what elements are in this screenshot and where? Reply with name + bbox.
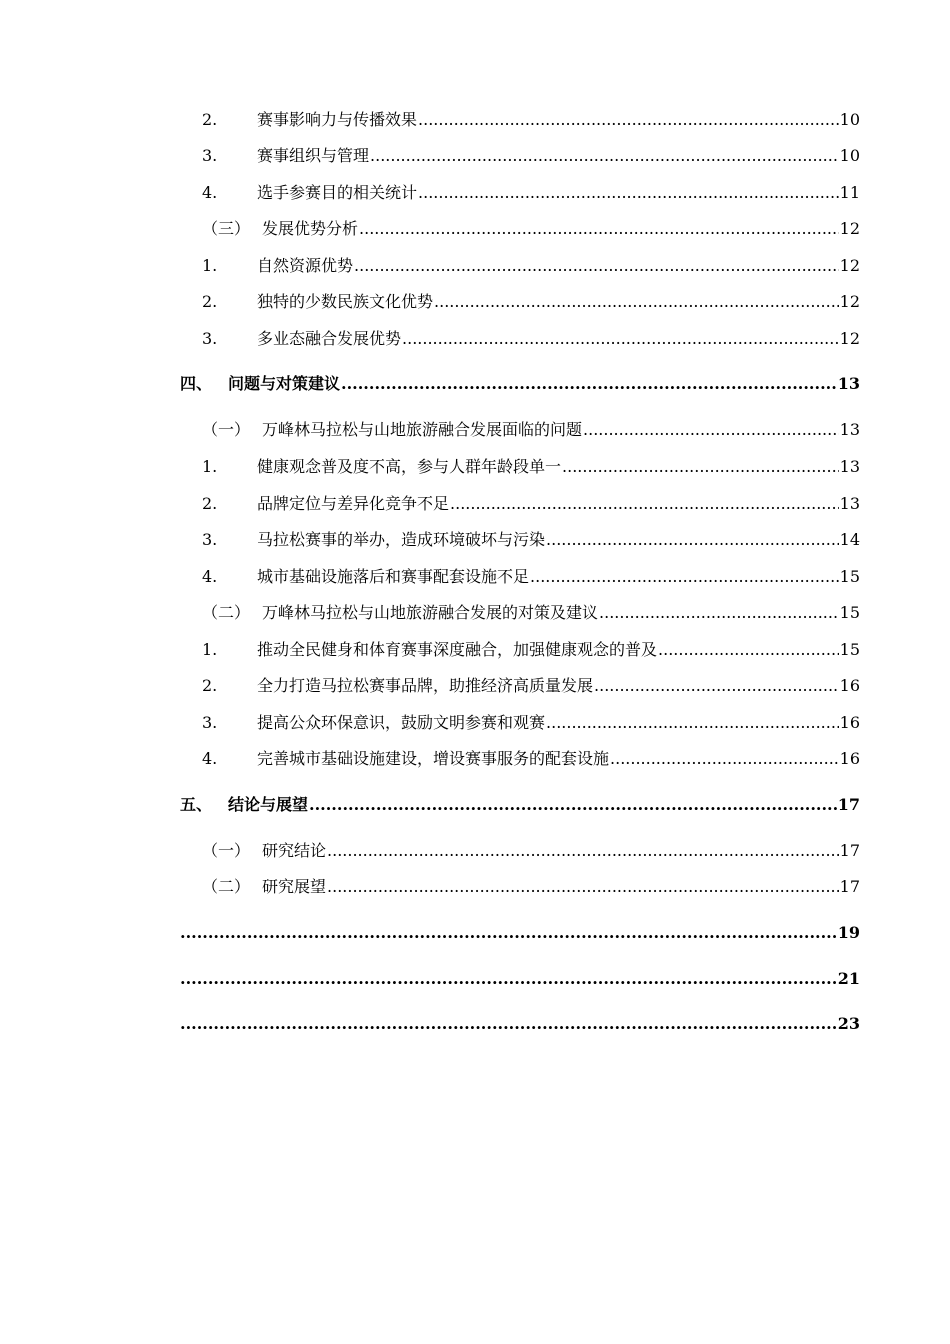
dot-leader [180, 969, 837, 989]
dot-leader [583, 420, 839, 440]
toc-entry-title: 万峰林马拉松与山地旅游融合发展的对策及建议 [262, 603, 599, 622]
toc-entry-number: 五、 [180, 795, 213, 814]
toc-entry-number: 3. [202, 713, 218, 732]
toc-entry-title: 赛事影响力与传播效果 [257, 110, 418, 129]
toc-entry[interactable] [180, 457, 860, 477]
toc-entry-number: 1. [202, 640, 218, 659]
toc-entry-title: 发展优势分析 [262, 219, 359, 238]
dot-leader [530, 567, 839, 587]
dot-leader [594, 676, 839, 696]
toc-entry-page: 12 [839, 292, 860, 311]
toc-entry-number: 3. [202, 329, 218, 348]
toc-entry-page: 15 [839, 567, 860, 586]
toc-entry-page: 13 [839, 494, 860, 513]
toc-entry-title: 全力打造马拉松赛事品牌，助推经济高质量发展 [257, 676, 594, 695]
toc-entry[interactable] [180, 292, 860, 312]
dot-leader [562, 457, 839, 477]
toc-entry-title: 健康观念普及度不高，参与人群年龄段单一 [257, 457, 562, 476]
toc-entry[interactable] [180, 374, 860, 394]
toc-entry-title: 自然资源优势 [257, 256, 354, 275]
toc-entry[interactable] [180, 841, 860, 861]
toc-entry-page: 12 [839, 219, 860, 238]
toc-entry-title: 推动全民健身和体育赛事深度融合，加强健康观念的普及 [257, 640, 658, 659]
toc-entry-number: 4. [202, 567, 218, 586]
dot-leader [327, 877, 839, 897]
dot-leader [370, 146, 839, 166]
toc-entry[interactable] [180, 749, 860, 769]
toc-entry[interactable] [180, 567, 860, 587]
toc-entry-page: 10 [839, 146, 860, 165]
toc-entry-number: 1. [202, 457, 218, 476]
dot-leader [450, 494, 839, 514]
toc-entry-page: 11 [839, 183, 860, 202]
toc-entry-title: 城市基础设施落后和赛事配套设施不足 [257, 567, 530, 586]
toc-entry-title: 研究展望 [262, 877, 327, 896]
toc-entry-number: （三） [202, 219, 251, 238]
dot-leader [434, 292, 839, 312]
toc-entry-number: 4. [202, 183, 218, 202]
dot-leader [354, 256, 839, 276]
toc-entry[interactable] [180, 530, 860, 550]
toc-entry-number: 3. [202, 530, 218, 549]
toc-entry[interactable] [180, 713, 860, 733]
dot-leader [402, 329, 839, 349]
toc-entry-title: 结论与展望 [228, 795, 309, 814]
toc-entry[interactable] [180, 420, 860, 440]
toc-entry-page: 23 [837, 1014, 860, 1033]
toc-entry[interactable] [180, 795, 860, 815]
toc-entry-title: 研究结论 [262, 841, 327, 860]
toc-entry-page: 16 [839, 676, 860, 695]
toc-entry-number: 1. [202, 256, 218, 275]
toc-entry-title: 赛事组织与管理 [257, 146, 370, 165]
toc-entry[interactable] [180, 494, 860, 514]
dot-leader [418, 110, 839, 130]
toc-entry-page: 13 [839, 457, 860, 476]
dot-leader [599, 603, 839, 623]
toc-entry-title: 选手参赛目的相关统计 [257, 183, 418, 202]
toc-entry-number: （二） [202, 603, 251, 622]
toc-entry-page: 17 [837, 795, 860, 814]
toc-entry-number: 四、 [180, 374, 213, 393]
toc-entry-number: 4. [202, 749, 218, 768]
toc-entry-number: （一） [202, 420, 251, 439]
dot-leader [180, 1014, 837, 1034]
toc-entry-page: 21 [837, 969, 860, 988]
toc-entry-title: 万峰林马拉松与山地旅游融合发展面临的问题 [262, 420, 583, 439]
toc-entry[interactable] [180, 183, 860, 203]
toc-entry-number: （二） [202, 877, 251, 896]
dot-leader [341, 374, 837, 394]
toc-entry-title: 多业态融合发展优势 [257, 329, 402, 348]
toc-entry-number: （一） [202, 841, 251, 860]
toc-entry-page: 13 [839, 420, 860, 439]
dot-leader [309, 795, 837, 815]
toc-entry[interactable] [180, 329, 860, 349]
toc-entry-title: 独特的少数民族文化优势 [257, 292, 434, 311]
toc-entry[interactable] [180, 256, 860, 276]
toc-entry-number: 2. [202, 676, 218, 695]
toc-entry-number: 2. [202, 110, 218, 129]
toc-entry-page: 13 [837, 374, 860, 393]
toc-entry-page: 12 [839, 329, 860, 348]
toc-entry-page: 15 [839, 603, 860, 622]
toc-entry[interactable] [180, 219, 860, 239]
dot-leader [180, 923, 837, 943]
dot-leader [546, 713, 839, 733]
toc-entry[interactable] [180, 603, 860, 623]
toc-entry-number: 3. [202, 146, 218, 165]
toc-entry-page: 12 [839, 256, 860, 275]
toc-entry[interactable] [180, 110, 860, 130]
toc-entry-number: 2. [202, 292, 218, 311]
toc-entry-title: 马拉松赛事的举办，造成环境破坏与污染 [257, 530, 546, 549]
toc-entry[interactable] [180, 1014, 860, 1034]
toc-entry-page: 16 [839, 713, 860, 732]
toc-entry-page: 17 [839, 841, 860, 860]
dot-leader [327, 841, 839, 861]
toc-entry-title: 提高公众环保意识，鼓励文明参赛和观赛 [257, 713, 546, 732]
toc-entry-number: 2. [202, 494, 218, 513]
toc-entry-page: 15 [839, 640, 860, 659]
toc-entry-page: 17 [839, 877, 860, 896]
toc-entry[interactable] [180, 923, 860, 943]
dot-leader [359, 219, 839, 239]
toc-entry[interactable] [180, 877, 860, 897]
toc-entry[interactable] [180, 676, 860, 696]
toc-entry-page: 14 [839, 530, 860, 549]
dot-leader [658, 640, 839, 660]
toc-entry-title: 问题与对策建议 [228, 374, 341, 393]
dot-leader [546, 530, 839, 550]
toc-entry-title: 完善城市基础设施建设，增设赛事服务的配套设施 [257, 749, 610, 768]
toc-entry-title: 品牌定位与差异化竞争不足 [257, 494, 450, 513]
toc-entry[interactable] [180, 969, 860, 989]
toc-entry-page: 10 [839, 110, 860, 129]
dot-leader [418, 183, 839, 203]
toc-entry-page: 16 [839, 749, 860, 768]
dot-leader [610, 749, 839, 769]
toc-entry[interactable] [180, 146, 860, 166]
toc-entry-page: 19 [837, 923, 860, 942]
toc-entry[interactable] [180, 640, 860, 660]
